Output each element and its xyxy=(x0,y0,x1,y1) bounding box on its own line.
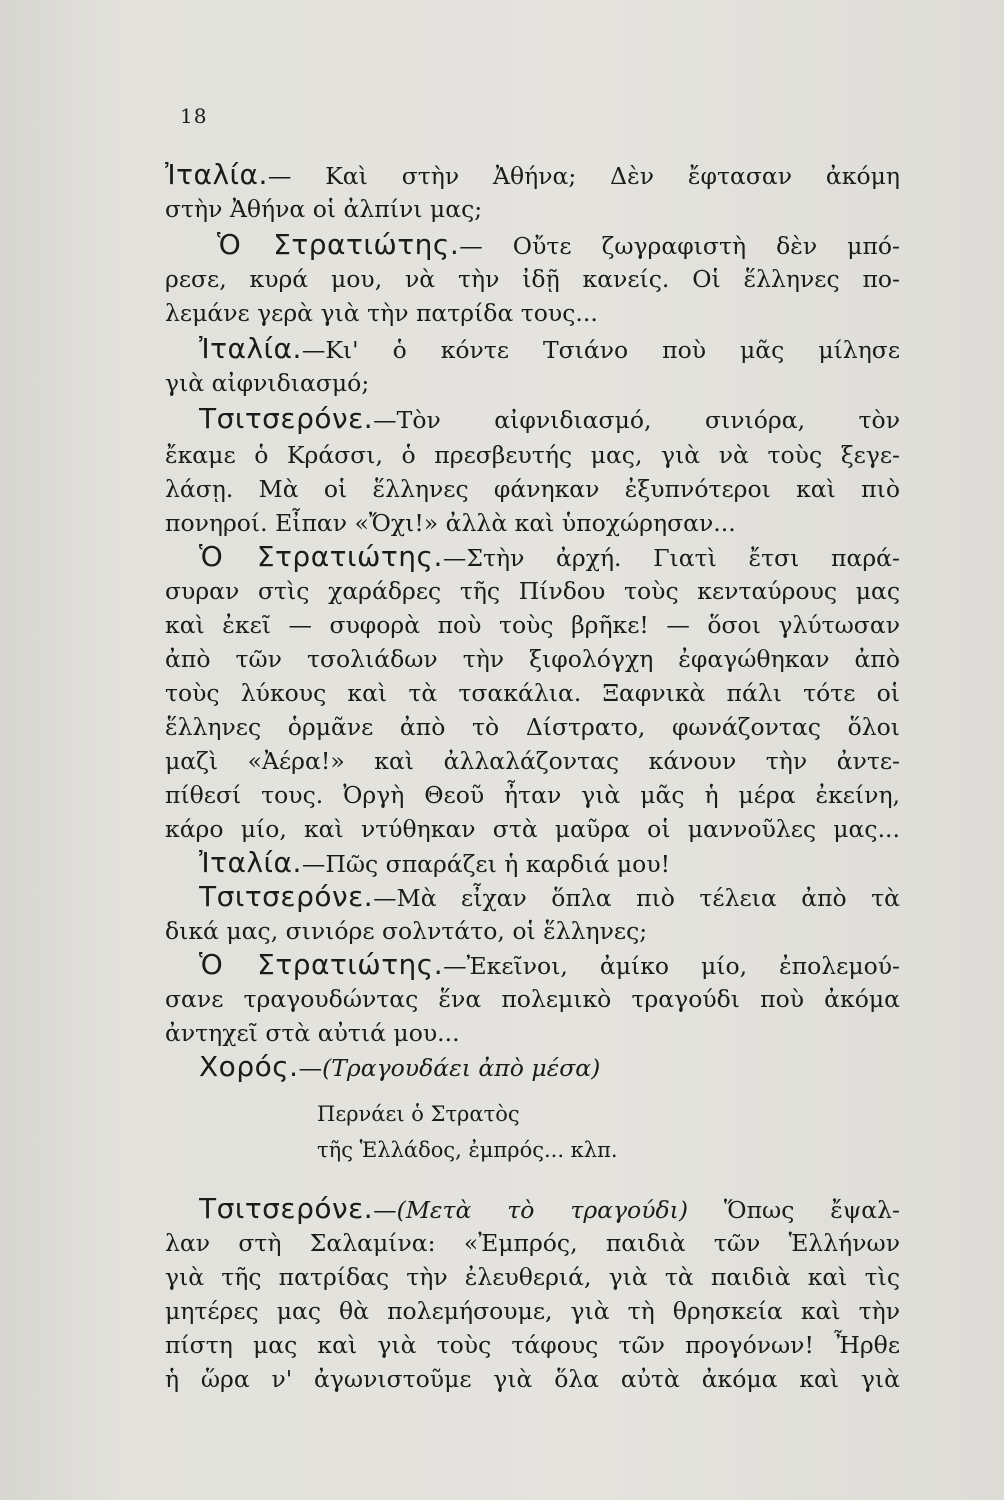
line-text: ἡ ὥρα ν' ἀγωνιστοῦμε γιὰ ὅλα αὐτὰ ἀκόμα καὶ γιὰ xyxy=(165,1365,900,1393)
text-line xyxy=(199,950,900,981)
line-text: — Οὔτε ζωγραφιστὴ δὲν μπό- xyxy=(459,232,900,260)
line-text: —Κι' ὁ κόντε Τσιάνο ποὺ μᾶς μίλησε xyxy=(301,336,900,364)
text-line xyxy=(165,1296,900,1326)
text-line xyxy=(199,1052,900,1083)
line-text: — Καὶ στὴν Ἀθήνα; Δὲν ἔφτασαν ἀκόμη xyxy=(267,162,900,190)
text-line xyxy=(199,848,900,879)
stage-direction: (Μετὰ τὸ τραγούδι) xyxy=(396,1196,689,1224)
line-text: —Ἐκεῖνοι, ἀμίκο μίο, ἐπολεμού- xyxy=(443,952,900,980)
speaker-name: Τσιτσερόνε. xyxy=(199,404,374,435)
speaker-name: Ἰταλία. xyxy=(199,848,302,879)
line-text: ρεσε, κυρά μου, νὰ τὴν ἰδῇ κανείς. Οἱ ἕλληνες πο- xyxy=(165,265,900,293)
text-line xyxy=(165,814,900,844)
text-line xyxy=(165,712,900,742)
page-number: 18 xyxy=(180,104,208,128)
speaker-name: Ἰταλία. xyxy=(165,160,268,191)
line-text: κάρο μίο, καὶ ντύθηκαν στὰ μαῦρα οἱ μαννοῦλες μας... xyxy=(165,815,900,843)
line-text: —Στὴν ἀρχή. Γιατὶ ἔτσι παρά- xyxy=(442,544,900,572)
text-line xyxy=(165,780,900,810)
text-line xyxy=(165,194,900,224)
text-line xyxy=(165,1330,900,1360)
line-text: στὴν Ἀθήνα οἱ ἀλπίνι μας; xyxy=(165,195,483,223)
text-line xyxy=(165,508,900,538)
line-text: —Πῶς σπαράζει ἡ καρδιά μου! xyxy=(301,850,671,878)
text-line xyxy=(165,474,900,504)
line-text: —Τὸν αἰφνιδιασμό, σινιόρα, τὸν xyxy=(373,406,900,434)
text-line xyxy=(165,916,900,946)
line-text: μητέρες μας θὰ πολεμήσουμε, γιὰ τὴ θρησκεία καὶ τὴν xyxy=(165,1297,900,1325)
line-text: σανε τραγουδώντας ἕνα πολεμικὸ τραγούδι ποὺ ἀκόμα xyxy=(165,985,900,1013)
text-line xyxy=(165,298,900,328)
line-text: πίστη μας καὶ γιὰ τοὺς τάφους τῶν προγόνων! Ἦρθε xyxy=(165,1331,900,1359)
text-line xyxy=(199,882,900,913)
line-text: — xyxy=(373,1196,397,1224)
line-text: συραν στὶς χαράδρες τῆς Πίνδου τοὺς κενταύρους μας xyxy=(165,577,900,605)
text-line xyxy=(165,1228,900,1258)
speaker-name: Ὁ Στρατιώτης. xyxy=(217,230,460,261)
line-text: λάσῃ. Μὰ οἱ ἕλληνες φάνηκαν ἐξυπνότεροι καὶ πιὸ xyxy=(165,475,900,503)
line-text: πονηροί. Εἶπαν «Ὄχι!» ἀλλὰ καὶ ὑποχώρησαν... xyxy=(165,509,736,537)
text-line xyxy=(165,1364,900,1394)
line-text: ἔκαμε ὁ Κράσσι, ὁ πρεσβευτής μας, γιὰ νὰ τοὺς ξεγε- xyxy=(165,441,900,469)
stage-direction: (Τραγουδάει ἀπὸ μέσα) xyxy=(322,1054,601,1082)
text-line xyxy=(199,404,900,435)
line-text: τοὺς λύκους καὶ τὰ τσακάλια. Ξαφνικὰ πάλι τότε οἱ xyxy=(165,679,900,707)
text-line xyxy=(199,1194,900,1225)
text-line xyxy=(165,610,900,640)
line-text: —Μὰ εἶχαν ὅπλα πιὸ τέλεια ἀπὸ τὰ xyxy=(373,884,900,912)
line-text: γιὰ αἰφνιδιασμό; xyxy=(165,369,370,397)
line-text: δικά μας, σινιόρε σολντάτο, οἱ ἕλληνες; xyxy=(165,917,648,945)
text-line xyxy=(165,440,900,470)
speaker-name: Τσιτσερόνε. xyxy=(199,1194,374,1225)
text-line xyxy=(165,160,900,191)
text-line xyxy=(165,368,900,398)
line-text: — xyxy=(298,1054,323,1082)
line-text: λαν στὴ Σαλαμίνα: «Ἐμπρός, παιδιὰ τῶν Ἑλλήνων xyxy=(165,1229,900,1257)
line-text: ἀντηχεῖ στὰ αὐτιά μου... xyxy=(165,1019,460,1047)
text-line xyxy=(165,1018,900,1048)
text-line xyxy=(165,576,900,606)
line-text: Ὅπως ἔψαλ- xyxy=(688,1196,900,1224)
song-line: Περνάει ὁ Στρατὸς xyxy=(317,1102,520,1126)
line-text: ἀπὸ τῶν τσολιάδων τὴν ξιφολόγχη ἐφαγώθηκαν ἀπὸ xyxy=(165,645,900,673)
line-text: γιὰ τῆς πατρίδας τὴν ἐλευθεριά, γιὰ τὰ παιδιὰ καὶ τὶς xyxy=(165,1263,900,1291)
speaker-name: Ἰταλία. xyxy=(199,334,302,365)
line-text: λεμάνε γερὰ γιὰ τὴν πατρίδα τους... xyxy=(165,299,598,327)
text-line xyxy=(217,230,900,261)
text-line xyxy=(165,1262,900,1292)
text-line xyxy=(199,542,900,573)
speaker-name: Τσιτσερόνε. xyxy=(199,882,374,913)
text-line xyxy=(165,264,900,294)
text-line xyxy=(165,644,900,674)
text-line xyxy=(165,678,900,708)
speaker-name: Χορός. xyxy=(199,1052,299,1083)
line-text: ἕλληνες ὁρμᾶνε ἀπὸ τὸ Δίστρατο, φωνάζοντας ὅλοι xyxy=(165,713,900,741)
line-text: πίθεσί τους. Ὀργὴ Θεοῦ ἦταν γιὰ μᾶς ἡ μέρα ἐκείνη, xyxy=(165,781,900,809)
speaker-name: Ὁ Στρατιώτης. xyxy=(199,950,444,981)
line-text: καὶ ἐκεῖ — συφορὰ ποὺ τοὺς βρῆκε! — ὅσοι γλύτωσαν xyxy=(165,611,900,639)
text-line xyxy=(165,746,900,776)
speaker-name: Ὁ Στρατιώτης. xyxy=(199,542,443,573)
song-line: τῆς Ἑλλάδος, ἐμπρός... κλπ. xyxy=(317,1138,618,1162)
line-text: μαζὶ «Ἀέρα!» καὶ ἀλλαλάζοντας κάνουν τὴν ἀντε- xyxy=(165,747,900,775)
text-line xyxy=(199,334,900,365)
text-line xyxy=(165,984,900,1014)
